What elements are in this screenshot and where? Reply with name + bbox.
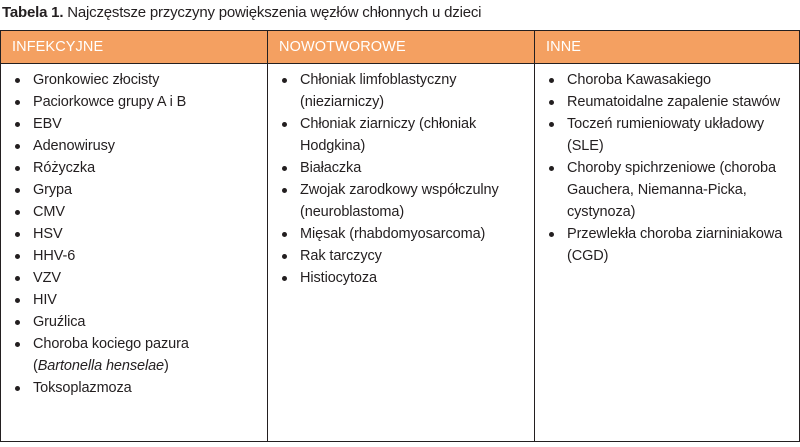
list-item-text: Histiocytoza: [300, 270, 377, 286]
list-item: [12, 157, 262, 179]
list-item: [546, 157, 796, 223]
list-item-text: Adenowirusy: [33, 138, 115, 154]
list-item-text: Choroby spichrzeniowe (choroba: [567, 160, 776, 176]
paren-open: (: [33, 358, 38, 374]
list-item: [12, 69, 262, 91]
latin-name: Bartonella henselae: [37, 358, 165, 374]
list-item: [12, 289, 262, 311]
list-item-text: Rak tarczycy: [300, 248, 382, 264]
list-item: [546, 113, 796, 157]
list-item-text: Grypa: [33, 182, 72, 198]
list-item: [12, 179, 262, 201]
list-item-text: Choroba Kawasakiego: [567, 72, 711, 88]
list-item-text: Toczeń rumieniowaty układowy: [567, 116, 765, 132]
list-item-text: Gruźlica: [33, 314, 86, 330]
list-item-text: Gronkowiec złocisty: [33, 72, 160, 88]
list-item-text: [33, 355, 262, 377]
list-item-text: Toksoplazmoza: [33, 380, 132, 396]
list-item: [12, 245, 262, 267]
list-item-text: Chłoniak limfoblastyczny: [300, 72, 457, 88]
list-item-text: Hodgkina): [300, 138, 366, 154]
list-item-text: Białaczka: [300, 160, 362, 176]
list-item-text: Reumatoidalne zapalenie stawów: [567, 94, 781, 110]
caption-text: Najczęstsze przyczyny powiększenia węzłów chłonnych u dzieci: [67, 4, 482, 21]
list-item: [279, 245, 529, 267]
list-item: [279, 223, 529, 245]
list-item-text: (CGD): [567, 248, 609, 264]
list-item: [12, 267, 262, 289]
header-nowotworowe: NOWOTWOROWE: [279, 39, 406, 55]
list-item-text: Chłoniak ziarniczy (chłoniak: [300, 116, 477, 132]
list-item: [279, 267, 529, 289]
column-infekcyjne: [12, 69, 262, 399]
list-item-text: Zwojak zarodkowy współczulny: [300, 182, 499, 198]
list-item: [12, 311, 262, 333]
list-item-text: Różyczka: [33, 160, 96, 176]
list-item-text: (nieziarniczy): [300, 94, 385, 110]
list-item: [12, 223, 262, 245]
list-item-text: HIV: [33, 292, 57, 308]
column-nowotworowe: [279, 69, 529, 289]
list-item: [12, 135, 262, 157]
causes-table: [0, 30, 800, 442]
list-item-text: HSV: [33, 226, 63, 242]
list-item-text: EBV: [33, 116, 62, 132]
list-item: [12, 113, 262, 135]
list-item: [279, 179, 529, 223]
list-item: [279, 157, 529, 179]
list-item-text: CMV: [33, 204, 65, 220]
list-item-text: Gauchera, Niemanna-Picka,: [567, 182, 747, 198]
list-item-text: (neuroblastoma): [300, 204, 405, 220]
list-item-text: (SLE): [567, 138, 604, 154]
list-item: [546, 91, 796, 113]
list-item-text: Paciorkowce grupy A i B: [33, 94, 187, 110]
list-item: [12, 333, 262, 377]
column-inne: [546, 69, 796, 267]
list-item-text: Przewlekła choroba ziarniniakowa: [567, 226, 783, 242]
table-header-row: [1, 31, 799, 64]
list-item: [279, 113, 529, 157]
list-item: [12, 201, 262, 223]
list-item-text: HHV-6: [33, 248, 76, 264]
list-item-text: VZV: [33, 270, 61, 286]
column-divider: [534, 31, 535, 441]
list-item: [546, 69, 796, 91]
list-item: [546, 223, 796, 267]
column-divider: [267, 31, 268, 441]
table-caption: [2, 3, 481, 23]
list-item: [12, 377, 262, 399]
list-item-text: cystynoza): [567, 204, 636, 220]
paren-close: ): [164, 358, 169, 374]
list-item: [12, 91, 262, 113]
header-infekcyjne: INFEKCYJNE: [12, 39, 104, 55]
caption-label: Tabela 1.: [2, 4, 64, 21]
list-item-text: Choroba kociego pazura: [33, 336, 189, 352]
list-item-text: Mięsak (rhabdomyosarcoma): [300, 226, 486, 242]
header-inne: INNE: [546, 39, 582, 55]
list-item: [279, 69, 529, 113]
